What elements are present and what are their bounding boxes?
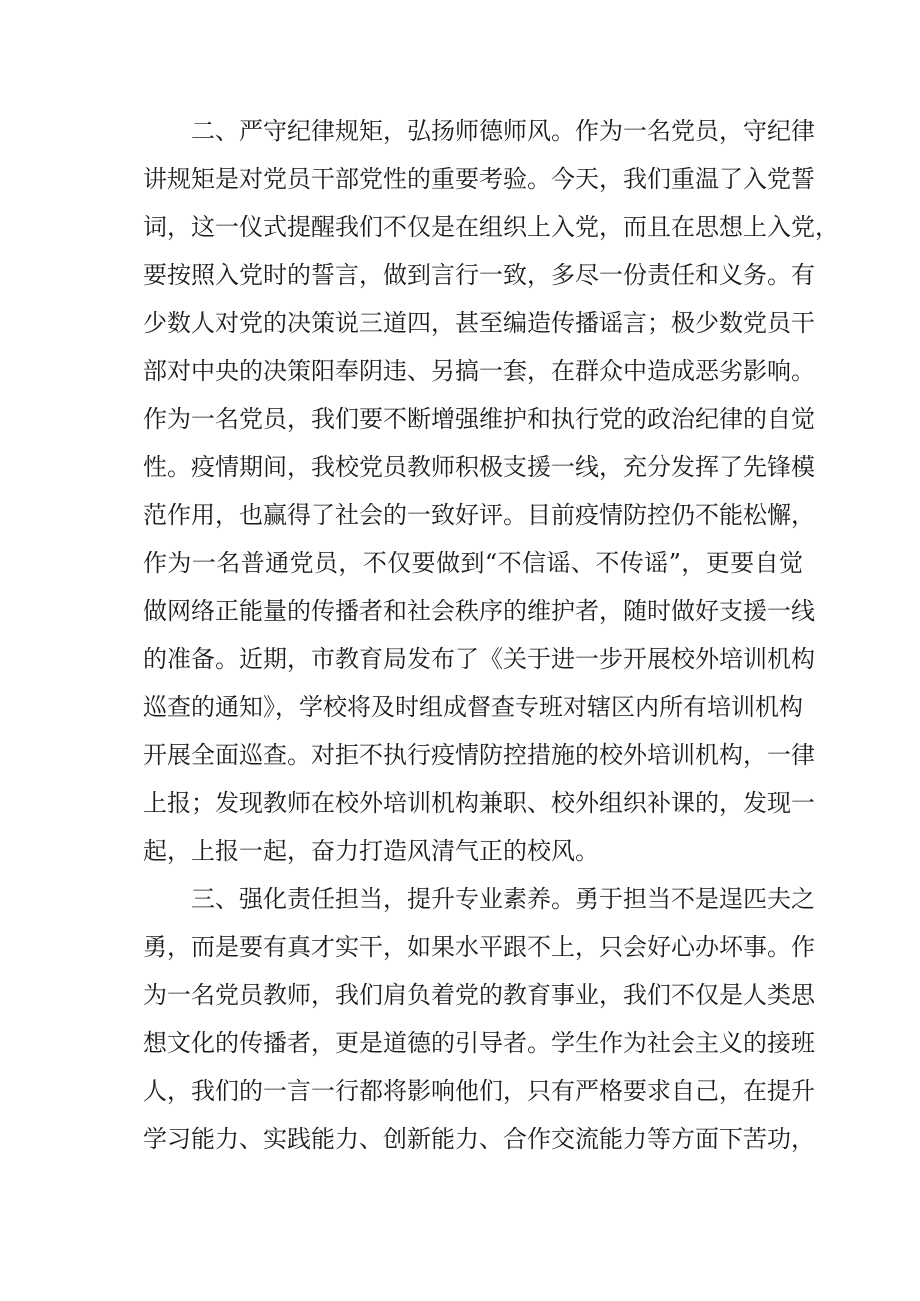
paragraph-line: 二、严守纪律规矩，弘扬师德师风。作为一名党员，守纪律 (191, 117, 815, 145)
paragraph-line: 上报；发现教师在校外培训机构兼职、校外组织补课的，发现一 (143, 789, 815, 817)
paragraph-discipline (143, 107, 839, 875)
paragraph-line: 做网络正能量的传播者和社会秩序的维护者，随时做好支援一线 (143, 597, 815, 625)
paragraph-line: 学习能力、实践能力、创新能力、合作交流能力等方面下苦功， (143, 1125, 815, 1153)
paragraph-line: 三、强化责任担当，提升专业素养。勇于担当不是逞匹夫之 (191, 885, 815, 913)
paragraph-line: 讲规矩是对党员干部党性的重要考验。今天，我们重温了入党誓 (143, 165, 815, 193)
paragraph-line: 性。疫情期间，我校党员教师积极支援一线，充分发挥了先锋模 (143, 453, 815, 481)
paragraph-line: 要按照入党时的誓言，做到言行一致，多尽一份责任和义务。有 (143, 261, 815, 289)
paragraph-line: 起，上报一起，奋力打造风清气正的校风。 (143, 837, 599, 865)
paragraph-line: 的准备。近期，市教育局发布了《关于进一步开展校外培训机构 (143, 645, 815, 673)
paragraph-line: 部对中央的决策阳奉阴违、另搞一套，在群众中造成恶劣影响。 (143, 357, 815, 385)
paragraph-line: 范作用，也赢得了社会的一致好评。目前疫情防控仍不能松懈， (143, 501, 815, 529)
paragraph-line: 想文化的传播者，更是道德的引导者。学生作为社会主义的接班 (143, 1029, 815, 1057)
paragraph-line: 作为一名党员，我们要不断增强维护和执行党的政治纪律的自觉 (143, 405, 815, 433)
paragraph-line: 人，我们的一言一行都将影响他们，只有严格要求自己，在提升 (143, 1077, 815, 1105)
paragraph-line: 少数人对党的决策说三道四，甚至编造传播谣言；极少数党员干 (143, 309, 815, 337)
paragraph-line: 为一名党员教师，我们肩负着党的教育事业，我们不仅是人类思 (143, 981, 815, 1009)
paragraph-line: 开展全面巡查。对拒不执行疫情防控措施的校外培训机构，一律 (143, 741, 815, 769)
paragraph-responsibility (143, 875, 815, 1163)
paragraph-line: 作为一名普通党员，不仅要做到“不信谣、不传谣”，更要自觉 (143, 549, 803, 577)
paragraph-line: 勇，而是要有真才实干，如果水平跟不上，只会好心办坏事。作 (143, 933, 815, 961)
paragraph-line: 词，这一仪式提醒我们不仅是在组织上入党，而且在思想上入党， (143, 213, 839, 241)
paragraph-line: 巡查的通知》，学校将及时组成督查专班对辖区内所有培训机构 (143, 693, 803, 721)
